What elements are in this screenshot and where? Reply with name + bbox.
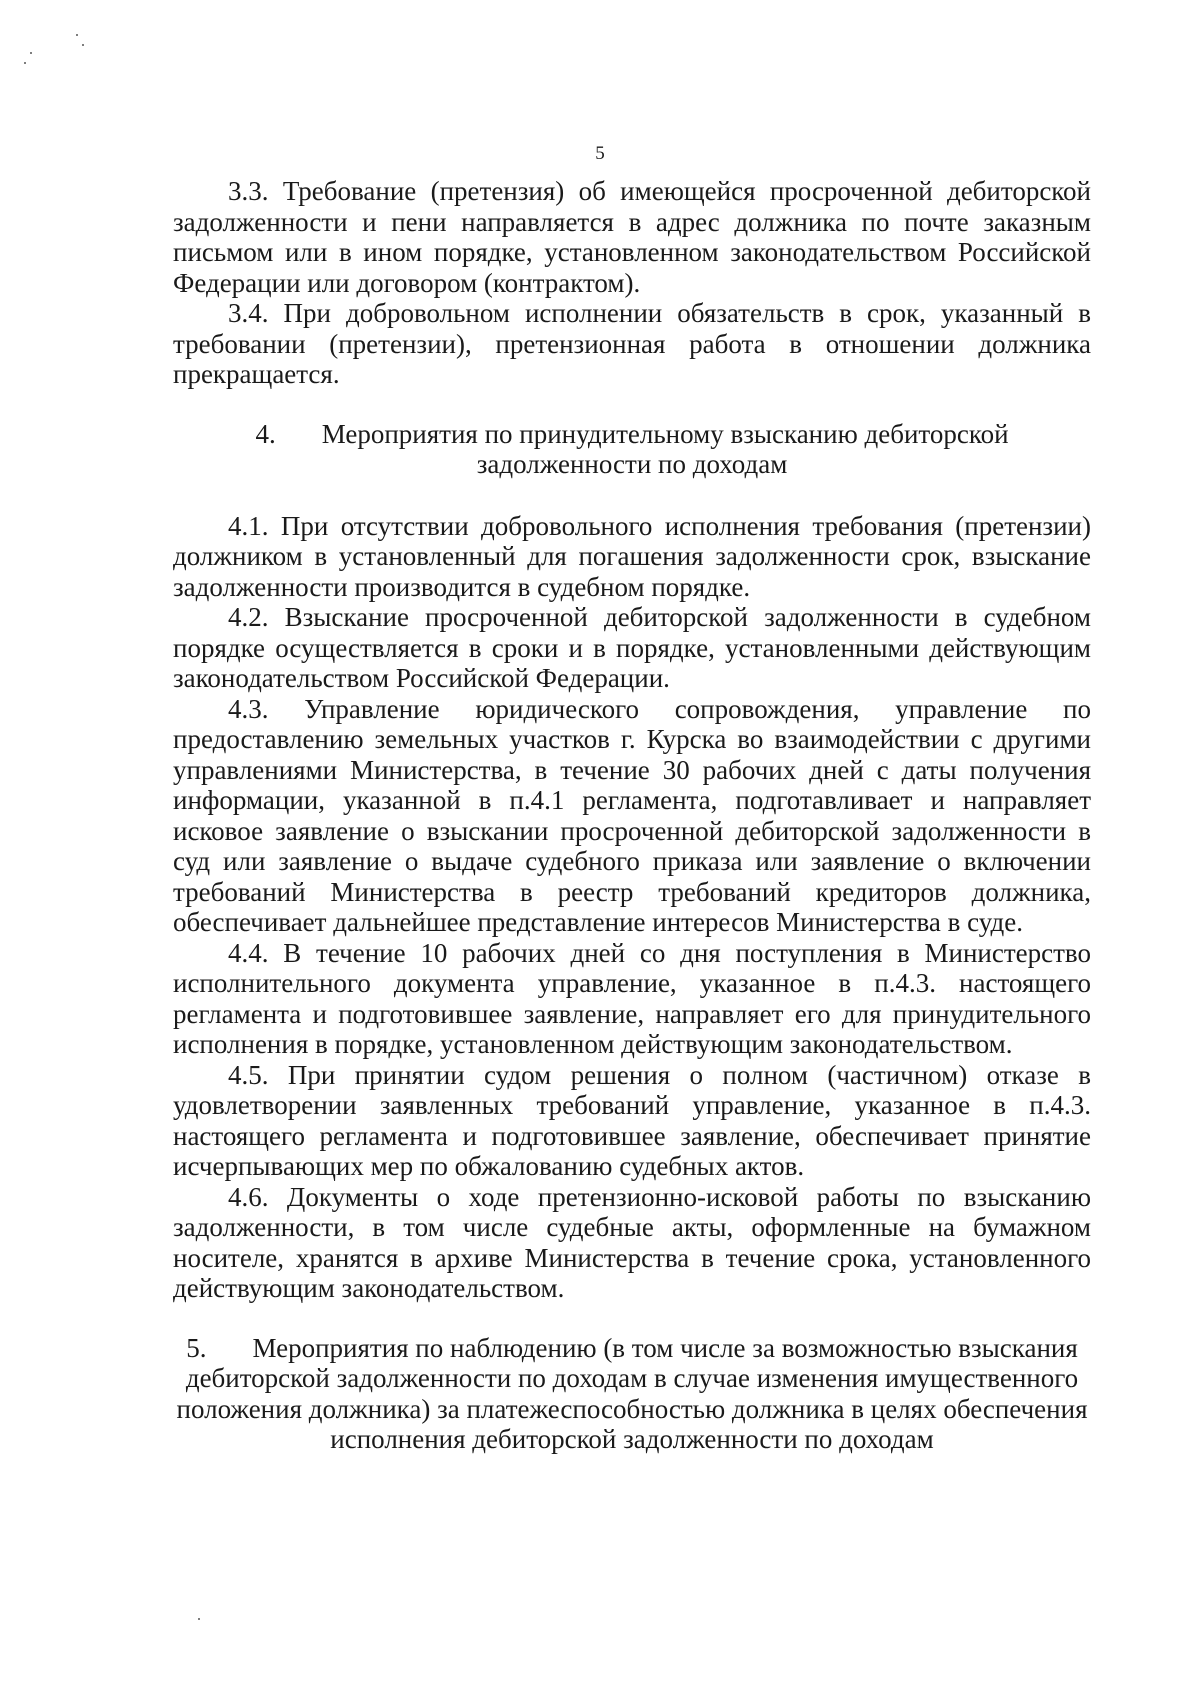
document-body <box>173 176 1091 1455</box>
section-5-title: Мероприятия по наблюдению (в том числе за возможностью взыскания дебиторской задолженности по доходам в случае изменения имущественного положения должника) за платежеспособностью должника в целях обеспечения исполнения дебиторской задолженности по доходам <box>176 1332 1088 1454</box>
scan-speck <box>24 62 26 64</box>
section-5-number: 5. <box>186 1332 207 1363</box>
section-5-heading <box>173 1333 1091 1455</box>
paragraph-4-6: 4.6. Документы о ходе претензионно-исковой работы по взысканию задолженности, в том числе судебные акты, оформленные на бумажном носителе, хранятся в архиве Министерства в течение срока, установленного действующим законодательством. <box>173 1181 1091 1303</box>
section-4-title: Мероприятия по принудительному взысканию дебиторской задолженности по доходам <box>321 418 1009 479</box>
scan-speck <box>30 52 32 54</box>
scan-speck <box>82 44 84 46</box>
section-4-number: 4. <box>255 418 276 449</box>
paragraph-3-3: 3.3. Требование (претензия) об имеющейся просроченной дебиторской задолженности и пени направляется в адрес должника по почте заказным письмом или в ином порядке, установленном законодательством Российской Федерации или договором (контрактом). <box>173 176 1091 298</box>
paragraph-4-5: 4.5. При принятии судом решения о полном (частичном) отказе в удовлетворении заявленных требований управление, указанное в п.4.3. настоящего регламента и подготовившее заявление, обеспечивает принятие исчерпывающих мер по обжалованию судебных актов. <box>173 1059 1091 1181</box>
paragraph-4-3: 4.3. Управление юридического сопровождения, управление по предоставлению земельных участков г. Курска во взаимодействии с другими управлениями Министерства, в течение 30 рабочих дней с даты получения информации, указанной в п.4.1 регламента, подготавливает и направляет исковое заявление о взыскании просроченной дебиторской задолженности в суд или заявление о выдаче судебного приказа или заявление о включении требований Министерства в реестр требований кредиторов должника, обеспечивает дальнейшее представление интересов Министерства в суде. <box>173 693 1091 937</box>
page-number: 5 <box>595 143 605 164</box>
paragraph-4-1: 4.1. При отсутствии добровольного исполнения требования (претензии) должником в установленный для погашения задолженности срок, взыскание задолженности производится в судебном порядке. <box>173 510 1091 602</box>
scan-speck <box>76 34 78 36</box>
paragraph-3-4: 3.4. При добровольном исполнении обязательств в срок, указанный в требовании (претензии), претензионная работа в отношении должника прекращается. <box>173 298 1091 389</box>
scan-speck <box>198 1618 200 1620</box>
section-4-heading <box>173 419 1091 480</box>
paragraph-4-4: 4.4. В течение 10 рабочих дней со дня поступления в Министерство исполнительного документа управление, указанное в п.4.3. настоящего регламента и подготовившее заявление, направляет его для принудительного исполнения в порядке, установленном действующим законодательством. <box>173 937 1091 1059</box>
paragraph-4-2: 4.2. Взыскание просроченной дебиторской задолженности в судебном порядке осуществляется в сроки и в порядке, установленными действующим законодательством Российской Федерации. <box>173 602 1091 693</box>
